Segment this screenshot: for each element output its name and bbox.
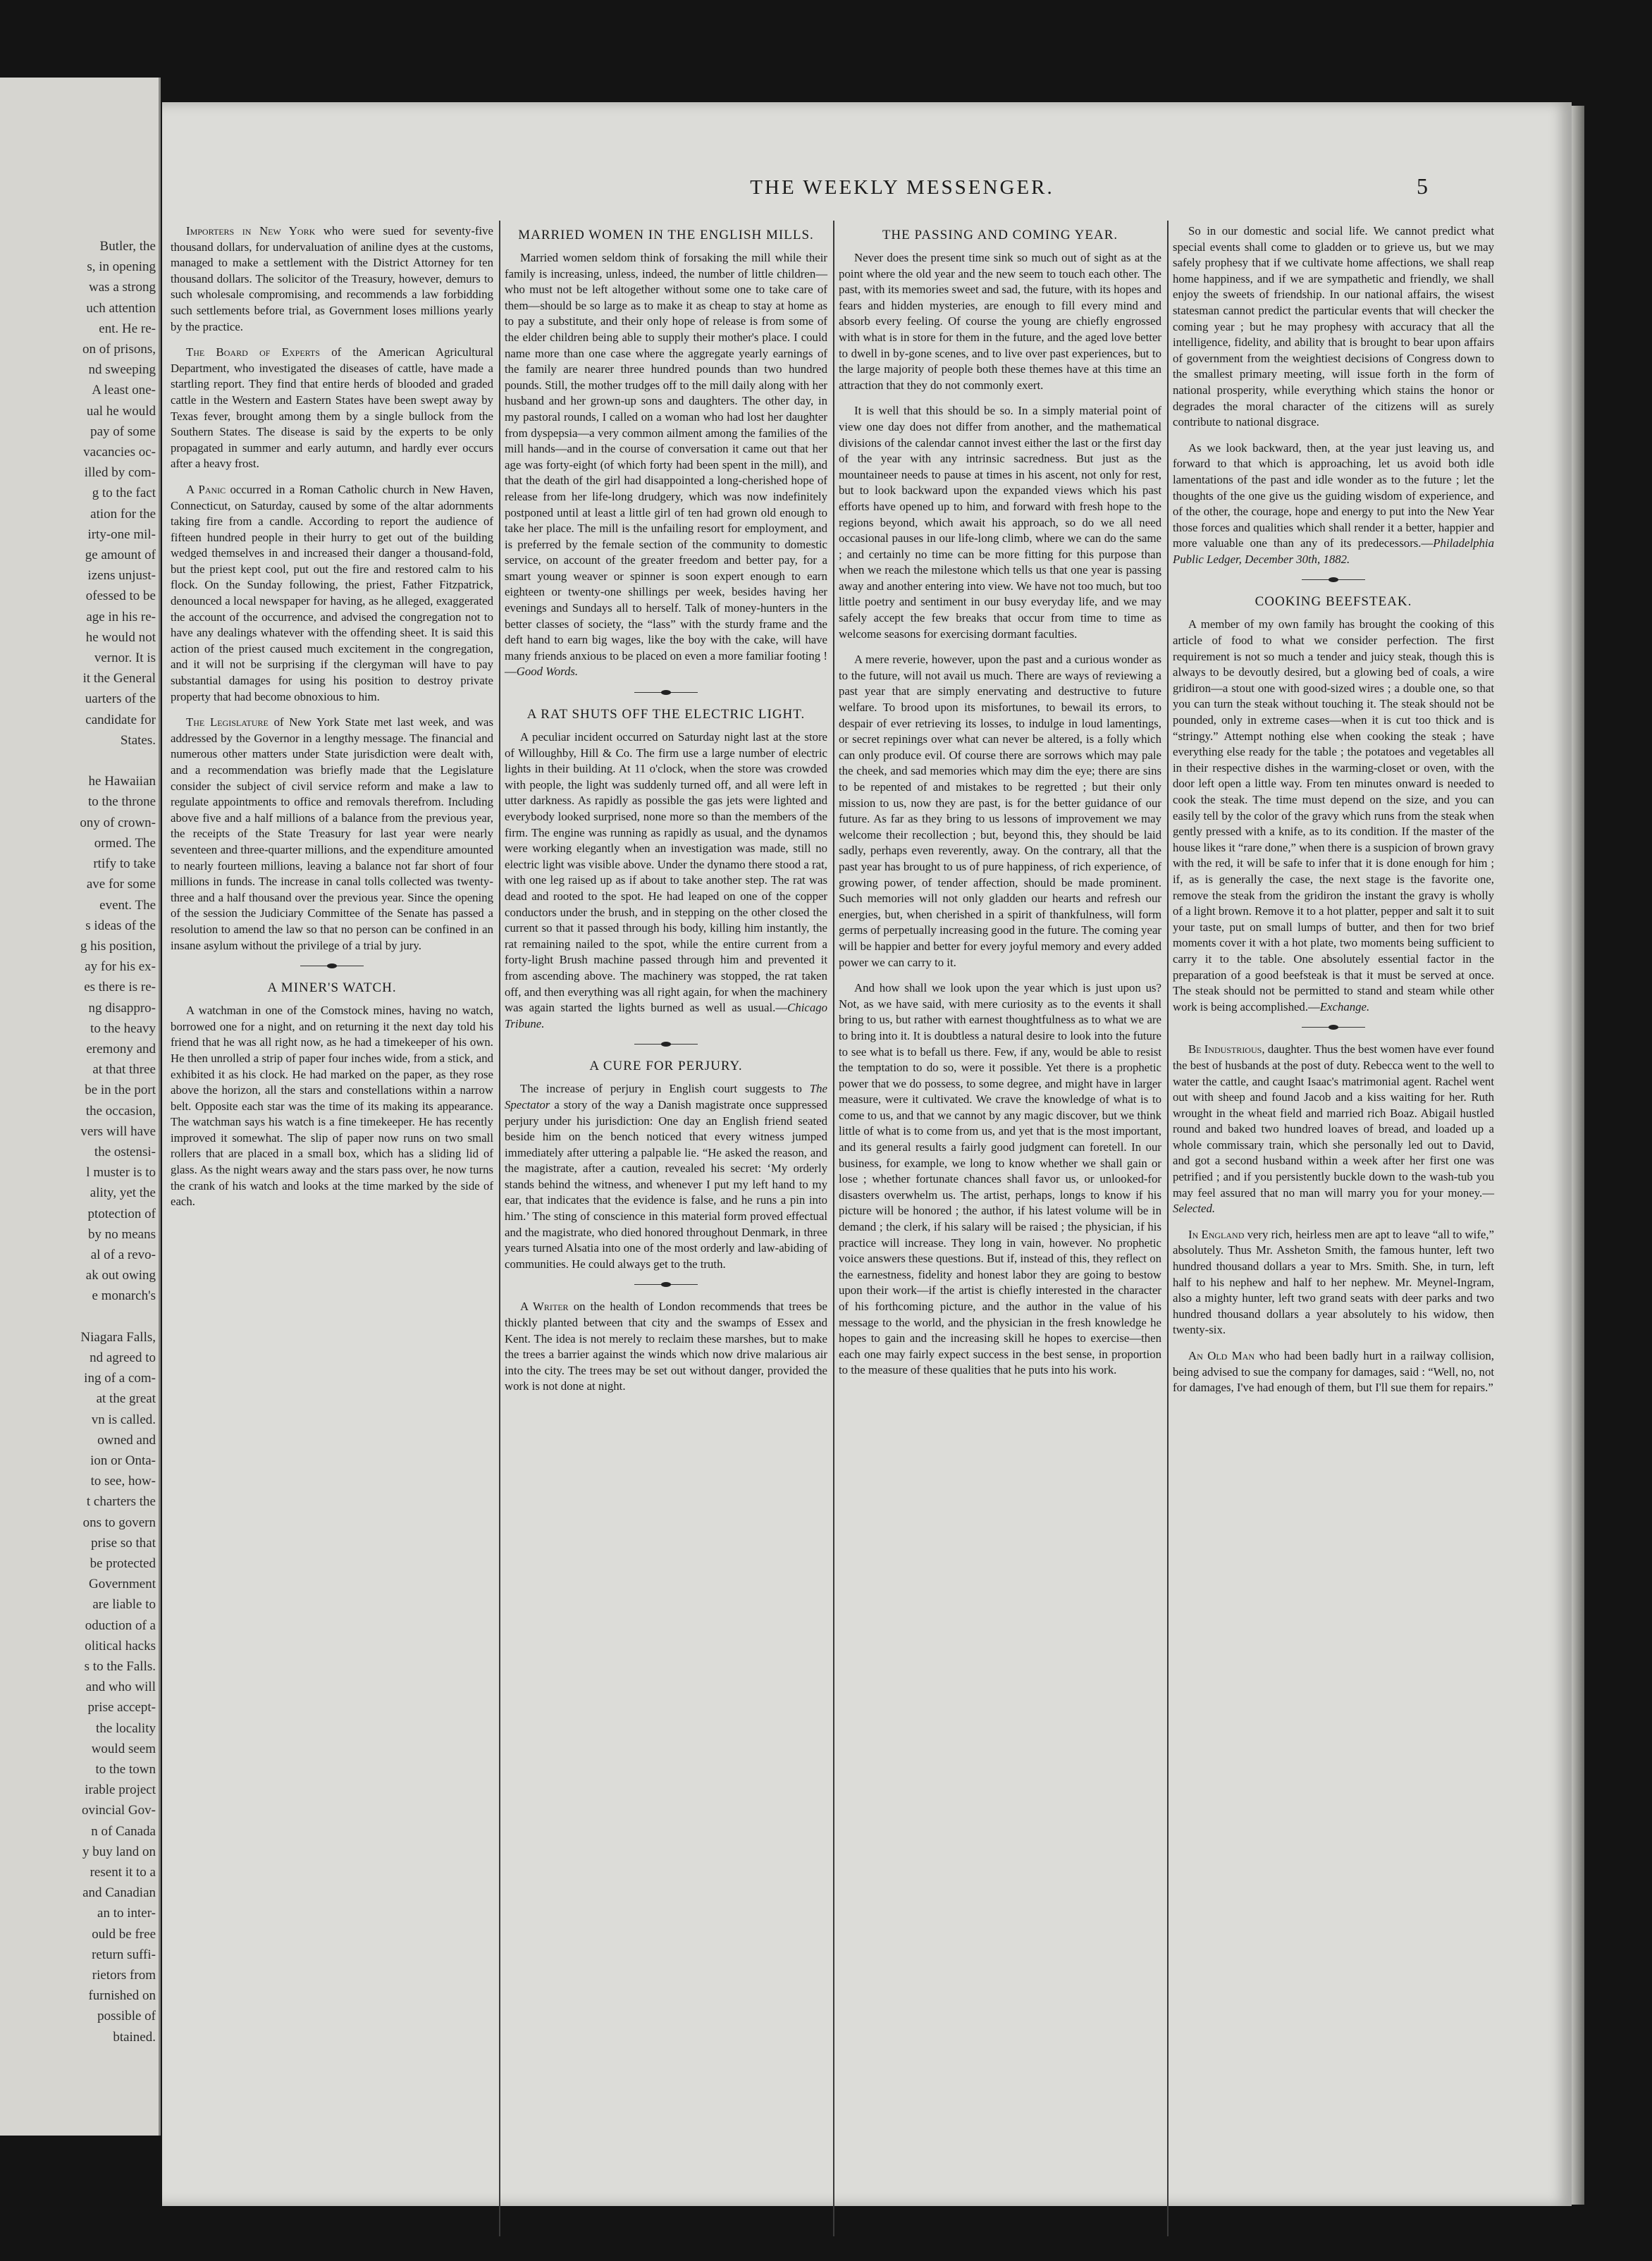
source-credit: Good Words. <box>516 665 579 679</box>
paragraph: It is well that this should be so. In a simply material point of view one day does not differ from another, and the mathematical divisions of the calendar cannot invest either the last or the first day of the year with any intrinsic sacredness. But just as the mountaineer needs to pause at times in his ascent, not only for rest, but to look backward upon the expanded views which his past efforts have opened up to him, and forward with fresh hope to the regions beyond, which await his approach, so do we all need occasional pauses in our life-long climb, where we can do the same ; and certainly no time can be more fitting for this purpose than when we reach the milestone which tells us that one year is passing away and another entering into view. We have not too much, but too little poetry and sentiment in our busy everyday life, and we may safely accept the few breaks that occur from time to time as welcome seasons for exercising dormant faculties. <box>839 404 1161 641</box>
lead-words: Importers in New York <box>186 224 316 238</box>
column-rule <box>499 221 500 2236</box>
headline-miners-watch: A MINER'S WATCH. <box>267 980 397 996</box>
column-4 <box>1173 223 1494 1406</box>
article-rat <box>505 729 827 1032</box>
fragment-line: to the town <box>95 1762 156 1778</box>
lead-words: The Legislature <box>186 715 269 729</box>
fragment-line: it the General <box>82 671 156 686</box>
fragment-line: illed by com- <box>84 465 156 481</box>
article-be-industrious <box>1173 1042 1494 1217</box>
article-married-women <box>505 250 827 680</box>
article-old-man <box>1173 1348 1494 1396</box>
article-legislature <box>171 715 493 954</box>
fragment-line: furnished on <box>88 1988 156 2004</box>
fragment-line: vacancies oc- <box>83 445 156 460</box>
running-header <box>162 173 1572 204</box>
fragment-line: are liable to <box>92 1597 156 1613</box>
fragment-line: btained. <box>113 2029 156 2045</box>
article-body: of New York State met last week, and was addressed by the Governor in a lengthy message. The financial and numerous other matters under State jurisdiction were dealt with, and a recommendation was briefly made that the Legislature consider the subject of civil service reform and make a law to regulate appointments to office and removals therefrom. Including above five and a half millions of a balance from the previous year, the receipts of the State Treasury for last year were nearly seventeen and three-quarter millions, and the expenditure amounted to nearly fourteen millions, leaving a balance not far short of four millions in funds. The increase in canal tolls collected was twenty-three and a half thousand over the previous year. Since the opening of the session the Judiciary Committee of the Senate has passed a resolution to amend the law so that no person can be confined in an insane asylum without the privilege of a trial by jury. <box>171 715 494 952</box>
fragment-line: vn is called. <box>91 1412 156 1427</box>
fragment-line: be protected <box>90 1556 156 1571</box>
fragment-line: return suffi- <box>92 1947 156 1962</box>
fragment-line: he Hawaiian <box>88 774 156 789</box>
article-writer <box>505 1299 827 1395</box>
fragment-line: to the throne <box>87 794 156 810</box>
fragment-line: ak out owing <box>85 1268 156 1283</box>
source-credit: Chicago Tribune. <box>505 1001 827 1030</box>
fragment-line: Butler, the <box>99 239 156 254</box>
article-body: on the health of London recommends that trees be thickly planted between that city and the swamps of Essex and Kent. The idea is not merely to reclaim these marshes, but to make the trees a barrier against the winds which now drive malarious air into the city. The trees may be set out without danger, provided the work is not done at night. <box>505 1300 827 1393</box>
page-edge-shadow <box>1572 106 1584 2205</box>
fragment-line: g his position, <box>80 938 156 954</box>
fragment-line: ent. He re- <box>99 321 156 336</box>
fragment-line: ion or Onta- <box>90 1453 156 1468</box>
fragment-line: ofessed to be <box>85 589 156 604</box>
article-miners-watch: A watchman in one of the Comstock mines, having no watch, borrowed one for a night, and on returning it the next day told his friend that he was all right now, as he had a timekeeper of his own. He then unrolled a strip of paper four inches wide, from a stick, and exhibited it as his clock. He had marked on the paper, as they rose above the horizon, all the stars and constellations within a narrow belt. Opposite each star was the time of its making its appearance. The watchman says his watch is a fine timekeeper. He has recently improved it somewhat. The slip of paper now runs on two small rollers that are placed in a small box, which has a sliding lid of glass. As the night wears away and the stars pass over, he now turns the crank of his watch and looks at the time marked by the side of each. <box>171 1004 493 1209</box>
fragment-line: t charters the <box>86 1494 156 1510</box>
fragment-line: owned and <box>97 1432 156 1448</box>
fragment-line: candidate for <box>85 712 156 727</box>
fragment-line: s ideas of the <box>85 918 156 933</box>
fragment-line: irty-one mil- <box>87 526 156 542</box>
fragment-line: e monarch's <box>92 1288 156 1304</box>
fragment-line: s to the Falls. <box>84 1659 156 1675</box>
fragment-line: at that three <box>92 1062 156 1078</box>
lead-words: The Board of Experts <box>186 345 320 359</box>
fragment-line: vers will have <box>80 1123 156 1139</box>
fragment-line: possible of <box>97 2009 156 2024</box>
article-body: A member of my own family has brought the cooking of this article of food to what we consider perfection. The first requirement is not so much a tender and juicy steak, though this is always to be devoutly desired, but a glowing bed of coals, a wire gridiron—a stout one with good-sized wires ; a double one, so that you can turn the steak without touching it. The steak should not be pounded, only in extreme cases—when it is cut too thick and is “stringy.” Attempt nothing else when cooking the steak ; have everything else ready for the table ; the potatoes and vegetables all in their respective dishes in the warming-closet or oven, with the door left open a little way. From ten minutes onward is needed to cook the steak. The time must depend on the size, and you can easily tell by the color of the gravy which runs from the steak when gently pressed with a knife, as to its condition. If the master of the house likes it “rare done,” when there is a suspicion of brown gravy with the red, it will be safe to infer that it is done enough for him ; if, as is generally the case, the next stage is the favorite one, remove the steak from the gridiron the instant the gravy is wholly of a light brown. Remove it to a hot platter, pepper and salt it to suit your taste, put on small lumps of butter, and then for two brief moments cover it with a hot plate, two moments being sufficient to carry it to the table. One absolutely essential factor in the preparation of a good beefsteak is that it must be served at once. The steak should not be permitted to stand and steam while other work is being accomplished.— <box>1173 617 1494 1014</box>
fragment-line: al of a revo- <box>90 1247 156 1262</box>
article-board-of-experts <box>171 345 493 472</box>
section-separator <box>1302 1025 1365 1030</box>
fragment-line: eremony and <box>86 1041 156 1056</box>
fragment-line: age in his re- <box>86 609 156 624</box>
article-body: occurred in a Roman Catholic church in New Haven, Connecticut, on Saturday, caused by some of the altar adornments taking fire from a candle. According to report the audience of fifteen hundred people in their hurry to get out of the building wedged themselves in and increased their danger a thousand-fold, but the priest kept cool, put out the fire and restored calm to his flock. On the Sunday following, the priest, Father Fitzpatrick, denounced a local newspaper for having, as he alleged, exaggerated the account of the occurrence, and advised the congregation not to have any dealings whatever with the offending sheet. It is said this action of the priest caused much excitement in the congregation, and it will not be surprising if the clergyman will have to pay substantial damages for using his position to destroy private property that had become obnoxious to him. <box>171 482 493 703</box>
article-body: daughter. Thus the best women have ever found the best of husbands at the post of duty. Rebecca went to the well to water the cattle, and caught Isaac's matrimonial agent. Rachel went out with sheep and found Jacob and a kiss waiting for her. Ruth wrought in the wheat field and married rich Boaz. Abigail hustled round and baked two hundred loaves of bread, and loaded up a whole commissary train, which she personally led out to David, and got a second husband within a week after her first one was petrified ; and if you persistently buckle down to the wash-tub you may feel assured that no man will marry you for your money.— <box>1173 1042 1494 1200</box>
fragment-line: rietors from <box>92 1968 156 1983</box>
fragment-line <box>4 1307 156 1327</box>
paragraph: A mere reverie, however, upon the past and a curious wonder as to the future, will not avail us much. There are ways of reviewing a past year that are simply enervating and destructive to future welfare. To brood upon its misfortunes, to bewail its errors, to despair of ever retrieving its losses, to indulge in loud lamentings, or secret repinings over what can never be altered, is a folly which can only produce evil. Of course there are sorrows which may pale the cheek, and sad memories which may dim the eye; there are sins to be repented of and mistakes to be regretted ; but their only mission to us, now they are past, is for the better guidance of our future. As far as they bring to us lessons of improvement we may welcome their recollection ; but, beyond this, they should be laid sadly, perhaps even reverently, away. On the contrary, all that the past year has brought to us of pure happiness, of rich experience, of growing power, of tender affection, should be made prominent. Such memories will not only gladden our hearts and refresh our energies, but, when cherished in a spirit of thankfulness, will form germs of perpetually increasing good in the future. The coming year will be happier and better for every joyful memory and every added power we can carry to it. <box>839 653 1161 969</box>
fragment-line: ual he would <box>86 403 156 419</box>
fragment-line: he would not <box>85 629 156 645</box>
fragment-line: ptotection of <box>87 1206 156 1221</box>
fragment-line: olitical hacks <box>85 1638 156 1653</box>
headline-perjury: A CURE FOR PERJURY. <box>589 1059 743 1074</box>
section-separator <box>634 1282 698 1288</box>
fragment-line: be in the port <box>85 1083 156 1098</box>
fragment-line: A least one- <box>92 383 156 398</box>
fragment-line: at the great <box>96 1391 156 1407</box>
section-separator <box>300 963 364 969</box>
article-body: The increase of perjury in English court suggests to <box>520 1082 810 1096</box>
fragment-line: ng disappro- <box>88 1000 156 1016</box>
headline-cooking-beefsteak: COOKING BEEFSTEAK. <box>1255 594 1412 610</box>
lead-words: A Panic <box>186 482 226 496</box>
fragment-line: ay for his ex- <box>85 959 156 975</box>
fragment-line: the ostensi- <box>94 1144 156 1159</box>
fragment-line: izens unjust- <box>87 568 156 584</box>
column-1 <box>171 223 493 1220</box>
fragment-line: ing of a com- <box>84 1371 156 1386</box>
lead-words: Be Industrious, <box>1188 1042 1265 1056</box>
fragment-line: ormed. The <box>94 835 156 851</box>
fragment-line: pay of some <box>90 424 156 439</box>
fragment-line: on of prisons, <box>82 342 156 357</box>
fragment-line: prise accept- <box>87 1700 156 1715</box>
fragment-line: the locality <box>96 1720 156 1736</box>
fragment-line: by no means <box>87 1226 156 1242</box>
article-in-england <box>1173 1227 1494 1338</box>
fragment-line: ons to govern <box>82 1515 156 1530</box>
headline-rat: A RAT SHUTS OFF THE ELECTRIC LIGHT. <box>526 707 806 722</box>
article-body: As we look backward, then, at the year just leaving us, and forward to that which is approaching, let us avoid both idle lamentations of the past and idle wonder as to the future ; let the thoughts of the one give us the guiding wisdom of experience, and of the other, the courage, hope and energy to put into the New Year those forces and qualities which shall render it a better, happier and more valuable one than any of its predecessors.— <box>1173 441 1494 550</box>
fragment-line: ge amount of <box>85 548 156 563</box>
article-body: very rich, heirless men are apt to leave “all to wife,” absolutely. Thus Mr. Assheton Smith, the famous hunter, left two hundred thousand dollars a year to Mrs. Smith. She, in turn, left half to his nephew and half to her nephew. Mr. Meynel-Ingram, also a mighty hunter, left two grand seats with deer parks and two hundred thousand dollars a year absolutely to his widow, then twenty-six. <box>1173 1227 1494 1337</box>
fragment-line: nd agreed to <box>90 1350 156 1365</box>
paragraph: And how shall we look upon the year which is just upon us? Not, as we have said, with mere curiosity as to the events it shall bring to us, but rather with earnest thoughtfulness as to what we are to bring into it. It is doubtless a natural desire to look into the future to see what is to befall us there. Few, if any, would be able to resist the temptation to do so, were it possible. Yet there is a prophetic power that we do possess, to some degree, and might have in larger measure, were it cultivated. We crave the knowledge of what is to come to us, and that we cannot by any magic discover, but we think little of what is to come from us, and yet that is the most important, and its general results a fairly good judgment can foretell. In our business, for example, we long to know whether we shall gain or lose ; whether fortunate chances shall favor us, or unlooked-for disasters overwhelm us. The artist, perhaps, longs to know if his picture will be honored ; the author, if his latest volume will be in demand ; the clerk, if his salary will be raised ; the physician, if his practice will increase. They long in vain, however. No prophetic voice answers these questions. But if, instead of this, they reflect on the earnestness, fidelity and honest labor they are going to bestow upon their work—if the artist is chiefly interested in the character of his forthcoming picture, and the author in the value of his message to the world, and the physician in the fresh knowledge he hopes to gain and the increasing skill he hopes to exercise—then each one may fairly expect success in the best sense, in proportion to the measure of these qualities that he puts into his work. <box>839 981 1161 1377</box>
article-body: Married women seldom think of forsaking the mill while their family is increasing, unless, indeed, the number of little children—who must not be left altogether without some one to take care of them—should be so large as to make it as cheap to stay at home as to pay a substitute, and their only hope of release is from some of the elder children being able to supply their mother's place. I could name more than one case where the aggregate yearly earnings of the family are nearer three hundred pounds than two hundred pounds. Still, the mother trudges off to the mill daily along with her husband and her grown-up sons and daughters. The other day, in my pastoral rounds, I called on a woman who had lost her daughter from dyspepsia—a very common ailment among the families of the mill hands—and in the course of conversation it came out that her age was forty-eight (of which forty had been spent in the mill), and that the death of the girl had disappointed a long-cherished hope of release from her life-long drudgery, which was now indefinitely postponed until at least a little girl of ten had grown old enough to take her place. The mill is the unfailing resort for employment, and is preferred by the female section of the community to domestic service, on account of the greater freedom and better pay, for a smart young weaver or spinner is soon expert enough to earn eighteen or twenty-one shillings per week, besides having her evenings and Sundays all to herself. Talk of money-hunters in the better classes of society, the “lass” with the sturdy frame and the deft hand to earn big wages, like the boy with the cake, will have many friends anxious to be placed on even a more familiar footing !— <box>505 251 827 679</box>
column-rule <box>833 221 834 2236</box>
fragment-line: event. The <box>99 897 156 913</box>
previous-page-text <box>4 236 156 2047</box>
article-panic <box>171 482 493 705</box>
fragment-line: to the heavy <box>90 1021 156 1036</box>
fragment-line: vernor. It is <box>94 651 156 666</box>
source-credit: Philadelphia Public Ledger, December 30th, 1882. <box>1173 536 1494 566</box>
fragment-line: rtify to take <box>93 856 156 872</box>
fragment-line: an to inter- <box>97 1906 156 1921</box>
fragment-line <box>4 751 156 771</box>
fragment-line: nd sweeping <box>88 362 156 378</box>
fragment-line: and Canadian <box>82 1885 156 1901</box>
fragment-line: oduction of a <box>85 1618 156 1633</box>
headline-passing-year: THE PASSING AND COMING YEAR. <box>882 228 1118 242</box>
newspaper-page <box>162 102 1572 2206</box>
section-separator <box>634 1042 698 1047</box>
headline-married-women: MARRIED WOMEN IN THE ENGLISH MILLS. <box>518 228 814 242</box>
fragment-line: ould be free <box>92 1926 156 1942</box>
column-rule <box>1167 221 1169 2236</box>
section-separator <box>634 690 698 696</box>
article-body: who had been badly hurt in a railway collision, being advised to sue the company for damages, said : “Well, no, not for damages, I've had enough of them, but I'll sue them for repairs.” <box>1173 1349 1494 1395</box>
fragment-line: to see, how- <box>90 1474 156 1489</box>
fragment-line: ation for the <box>90 506 156 522</box>
article-importers <box>171 223 493 335</box>
lead-words: In England <box>1188 1227 1245 1241</box>
fragment-line: and who will <box>85 1680 156 1695</box>
article-body: A peculiar incident occurred on Saturday night last at the store of Willoughby, Hill & Co. The firm use a large number of electric lights in their building. At 11 o'clock, when the store was crowded with people, the light was suddenly turned off, and all were left in utter darkness. As rapidly as possible the gas jets were lighted and everybody looked surprised, none more so than the members of the firm. The engine was running as rapidly as usual, and the dynamos were working elegantly when an investigation was made, still no electric light was visible above. Under the dynamo there stood a rat, with one leg raised up as if about to take another step. The rat was dead and rooted to the spot. He had leaped on one of the copper conductors under the brush, and in stepping on the other closed the current so that it passed through his body, killing him instantly, the rat remaining nailed to the spot, while the entire current from a forty-light Brush machine passed through him and prevented it from ascending above. The machinery was stopped, the rat taken off, and then everything was all right again, for when the machinery was again started the lights burned as well as usual.— <box>505 730 827 1015</box>
article-perjury <box>505 1081 827 1272</box>
fragment-line: s, in opening <box>87 259 156 275</box>
fragment-line: Niagara Falls, <box>80 1329 156 1345</box>
fragment-line: es there is re- <box>84 980 156 995</box>
fragment-line: uarters of the <box>85 691 156 707</box>
article-body: a story of the way a Danish magistrate once suppressed perjury under his jurisdiction: One day an English friend seated beside him on the bench noticed that every witness jumped immediately after uttering a palpable lie. “He asked the reason, and the magistrate, after a caution, revealed his secret: ‘My orderly stands behind the witness, and whenever I put my left hand to my ear, that indicates that the evidence is false, and he runs a pin into him.’ The sting of conscience in this material form proved effectual and the magistrate, who died honored throughout Denmark, in three years turned Alsatia into one of the most orderly and law-abiding of communities. He could always get to the truth. <box>505 1097 827 1271</box>
source-credit: Selected. <box>1173 1202 1216 1216</box>
article-body: who were sued for seventy-five thousand dollars, for undervaluation of aniline dyes at the customs, managed to make a settlement with the District Attorney for ten thousand dollars. The solicitor of the Treasury, however, demurs to such wholesale compromising, and recommends a law forbidding such settlements before trial, as Government loses millions yearly by the practice. <box>171 224 493 333</box>
fragment-line: y buy land on <box>82 1844 156 1859</box>
page-number: 5 <box>1417 173 1428 199</box>
section-separator <box>1302 577 1365 583</box>
paragraph <box>1173 441 1494 568</box>
fragment-line: n of Canada <box>91 1823 156 1839</box>
fragment-line: Government <box>89 1577 156 1592</box>
fragment-line: ovincial Gov- <box>81 1803 156 1818</box>
fragment-line: ave for some <box>86 877 156 892</box>
fragment-line: l muster is to <box>86 1165 156 1181</box>
lead-words: A Writer <box>520 1300 569 1314</box>
publication-title: THE WEEKLY MESSENGER. <box>750 176 1054 199</box>
paragraph: So in our domestic and social life. We cannot predict what special events shall come to gladden or to grieve us, but we may safely prophesy that if we cultivate home affections, we shall reap home happiness, and if we are sympathetic and friendly, we shall enjoy the sweets of friendship. In our national affairs, the wisest statesman cannot predict the particular events that will checker the coming year ; but he may prophesy with accuracy that all the intelligence, fidelity, and ability that is brought to bear upon affairs of government from the weightiest decisions of Congress down to the smallest primary meeting, will issue forth in the form of national prosperity, while everything which stains the honor or degrades the moral character of the citizens will as surely contribute to national disgrace. <box>1173 224 1494 429</box>
fragment-line: prise so that <box>91 1535 156 1551</box>
source-credit: Exchange. <box>1319 999 1370 1014</box>
fragment-line: would seem <box>91 1741 156 1756</box>
fragment-line: was a strong <box>89 280 156 295</box>
fragment-line: ality, yet the <box>90 1185 156 1201</box>
previous-page-fragment <box>0 78 161 2136</box>
article-cooking-beefsteak <box>1173 617 1494 1015</box>
fragment-line: uch attention <box>86 300 156 316</box>
fragment-line: resent it to a <box>90 1865 156 1880</box>
publication-name: The Spectator <box>505 1082 827 1111</box>
paragraph: Never does the present time sink so much out of sight as at the point where the old year and the new seem to touch each other. The past, with its memories sweet and sad, the future, with its hopes and fears and hidden mysteries, are enough to fill every mind and absorb every feeling. Of course the young are chiefly engrossed with what is in store for them in the future, and the aged love better to dwell in by-gone scenes, and to live over past experiences, but to the large majority of people both these themes have at this time an attraction that they do not commonly exert. <box>839 251 1161 392</box>
fragment-line: States. <box>120 732 156 748</box>
article-body: of the American Agricultural Department, who investigated the diseases of cattle, have made a startling report. They find that entire herds of blooded and graded cattle in the Western and Eastern States have been swept away by Texas fever, brought among them by a single bullock from the Southern States. The disease is said by the experts to be only propagated in summer and early autumn, and hardly ever occurs after a heavy frost. <box>171 345 493 471</box>
fragment-line: irable project <box>85 1782 156 1798</box>
fragment-line: g to the fact <box>92 486 156 501</box>
lead-words: An Old Man <box>1188 1349 1255 1362</box>
fragment-line: ony of crown- <box>80 815 156 830</box>
column-3 <box>839 223 1161 1388</box>
fragment-line: the occasion, <box>85 1103 156 1119</box>
column-2 <box>505 223 827 1405</box>
